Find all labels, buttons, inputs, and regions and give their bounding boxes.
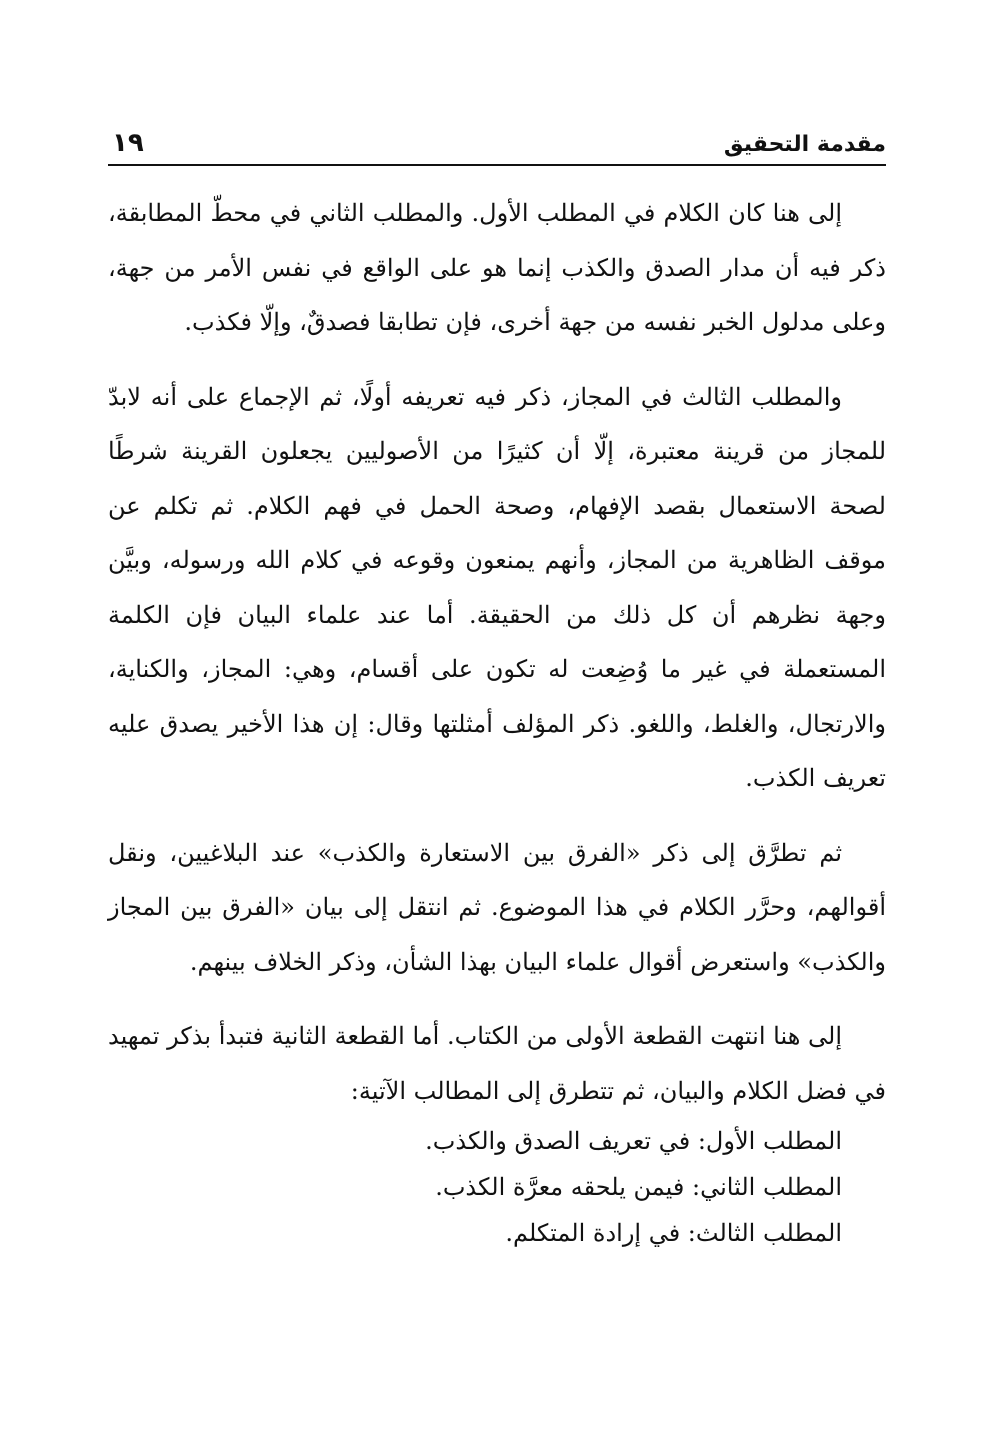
paragraph-second-part-intro: إلى هنا انتهت القطعة الأولى من الكتاب. أما القطعة الثانية فتبدأ بذكر تمهيد في فضل الكلام والبيان، ثم تتطرق إلى المطالب الآتية: [108, 1022, 886, 1105]
paragraph-third-section-summary: والمطلب الثالث في المجاز، ذكر فيه تعريفه أولًا، ثم الإجماع على أنه لابدّ للمجاز من قرينة معتبرة، إلّا أن كثيرًا من الأصوليين يجعلون القرينة شرطًا لصحة الاستعمال بقصد الإفهام، وصحة الحمل في فهم الكلام. ثم تكلم عن موقف الظاهرية من المجاز، وأنهم يمنعون وقوعه في كلام الله ورسوله، وبيَّن وجهة نظرهم أن كل ذلك من الحقيقة. أما عند علماء البيان فإن الكلمة المستعملة في غير ما وُضِعت له تكون على أقسام، وهي: المجاز، والكناية، والارتجال، والغلط، واللغو. ذكر المؤلف أمثلتها وقال: إن هذا الأخير يصدق عليه تعريف الكذب. [108, 382, 887, 792]
outline-item-third-section: المطلب الثالث: في إرادة المتكلم. [505, 1219, 842, 1247]
page-header [108, 128, 886, 166]
paragraph-metaphor-vs-lie: ثم تطرَّق إلى ذكر «الفرق بين الاستعارة والكذب» عند البلاغيين، ونقل أقوالهم، وحرَّر الكلام في هذا الموضوع. ثم انتقل إلى بيان «الفرق بين المجاز والكذب» واستعرض أقوال علماء البيان بهذا الشأن، وذكر الخلاف بينهم. [108, 838, 886, 976]
outline-item-second-section: المطلب الثاني: فيمن يلحقه معرَّة الكذب. [435, 1173, 842, 1201]
outline-item-first-section: المطلب الأول: في تعريف الصدق والكذب. [425, 1127, 842, 1155]
sections-outline [108, 1118, 886, 1256]
page-number: ١٩ [112, 128, 144, 158]
paragraph-second-section-summary: إلى هنا كان الكلام في المطلب الأول. والمطلب الثاني في محطّ المطابقة، ذكر فيه أن مدار الصدق والكذب إنما هو على الواقع في نفس الأمر من جهة، وعلى مدلول الخبر نفسه من جهة أخرى، فإن تطابقا فصدقٌ، وإلّا فكذب. [108, 199, 886, 336]
running-title: مقدمة التحقيق [723, 132, 886, 157]
body-text [108, 186, 886, 1256]
